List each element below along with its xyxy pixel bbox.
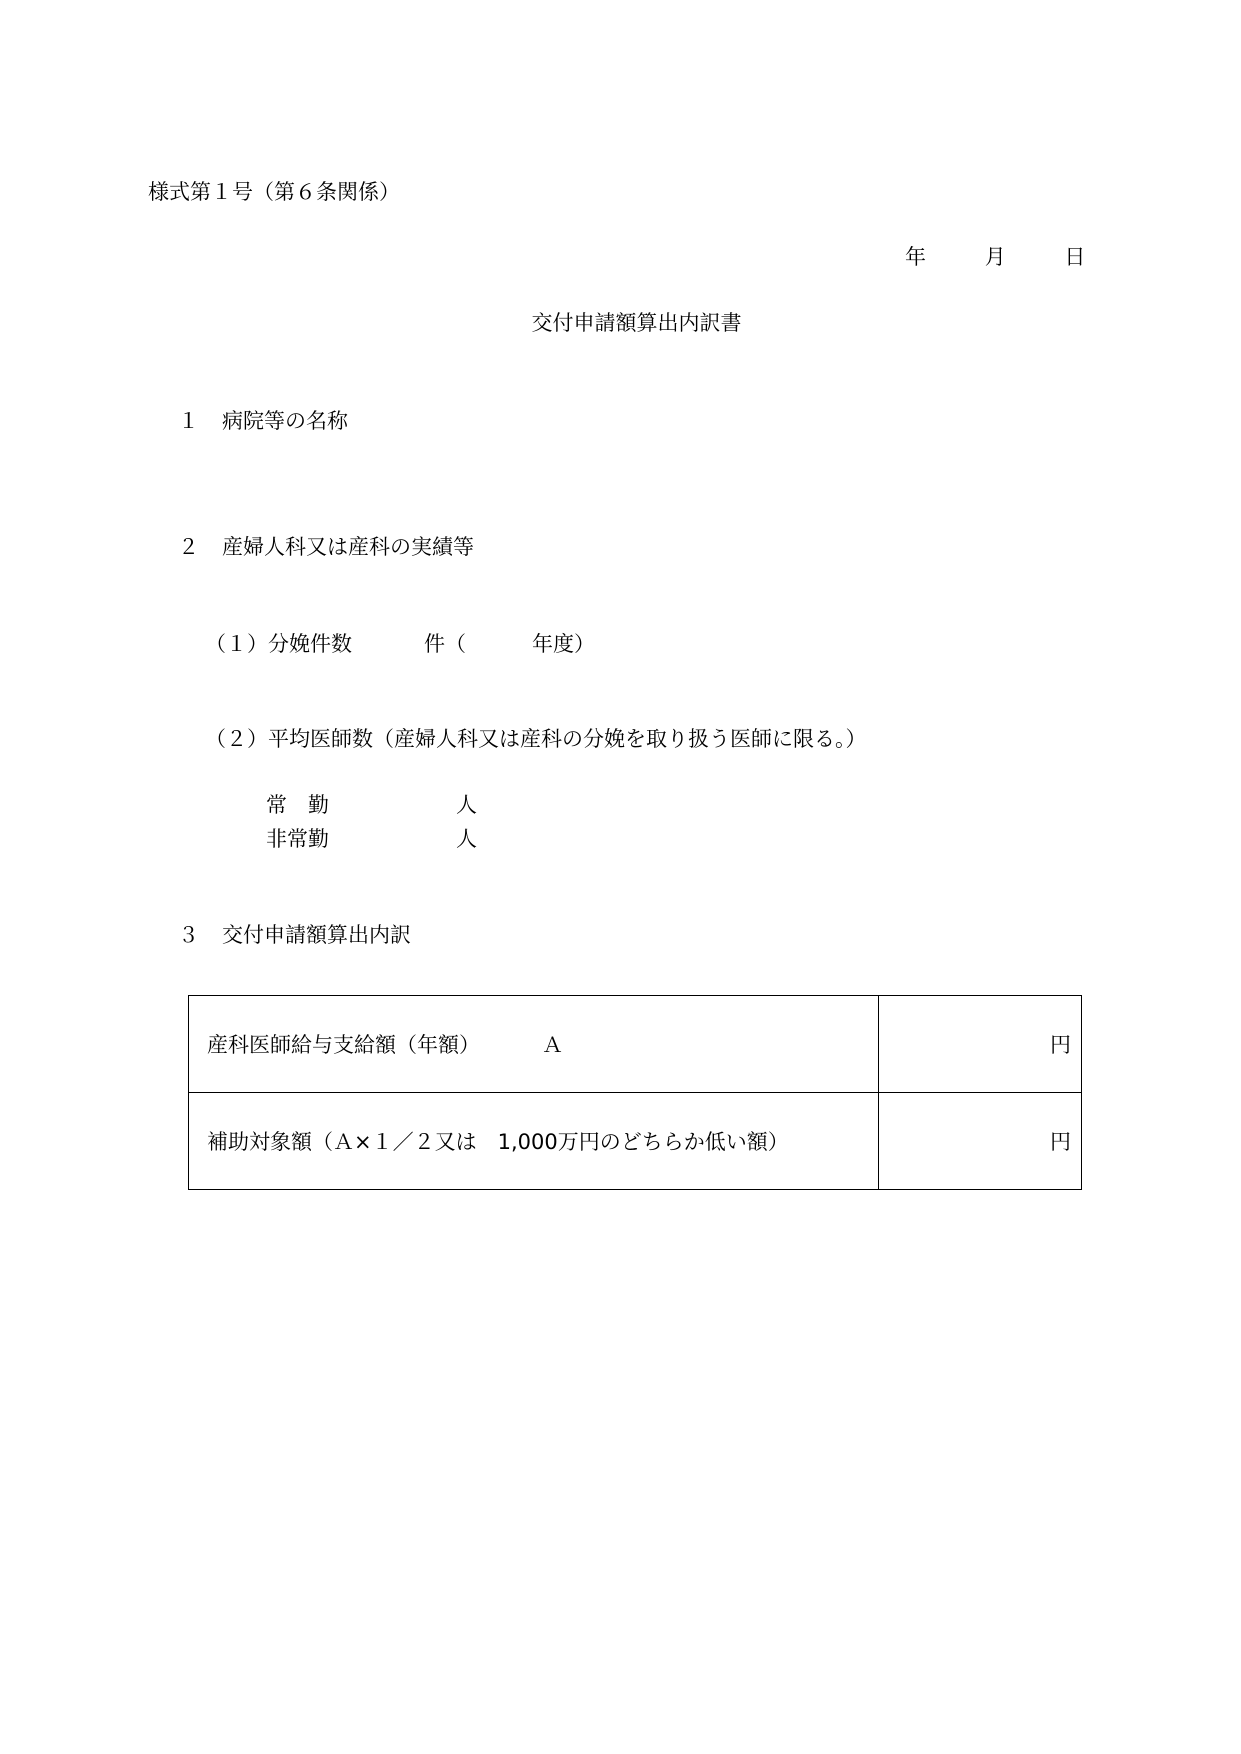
date-day-unit: 日 bbox=[1064, 245, 1086, 269]
salary-amount-label: 産科医師給与支給額（年額） bbox=[207, 1033, 480, 1057]
subsidy-amount-label: 補助対象額（Ａ×１／２又は 1,000万円のどちらか低い額） bbox=[207, 1130, 789, 1154]
section-1-label: 病院等の名称 bbox=[222, 409, 348, 433]
section-2-number: ２ bbox=[178, 535, 199, 559]
yen-unit: 円 bbox=[1050, 1033, 1071, 1057]
section-1-number: １ bbox=[178, 409, 199, 433]
calculation-table bbox=[188, 995, 1082, 1190]
fulltime-doctors-line bbox=[266, 795, 477, 816]
salary-amount-value-cell bbox=[879, 996, 1082, 1093]
date-line bbox=[905, 247, 1085, 268]
parttime-doctors-line bbox=[266, 829, 477, 850]
section-2-heading bbox=[178, 537, 474, 558]
salary-amount-label-cell bbox=[189, 996, 879, 1093]
form-number: 様式第１号（第６条関係） bbox=[148, 180, 400, 204]
section-3-number: ３ bbox=[178, 923, 199, 947]
subsidy-amount-value-cell bbox=[879, 1093, 1082, 1190]
fulltime-label: 常 勤 bbox=[266, 793, 329, 817]
section-2-label: 産婦人科又は産科の実績等 bbox=[222, 535, 474, 559]
parttime-label: 非常勤 bbox=[266, 827, 329, 851]
marker-a: Ａ bbox=[542, 1033, 563, 1057]
delivery-count-line bbox=[205, 634, 595, 655]
document-title: 交付申請額算出内訳書 bbox=[531, 311, 742, 335]
table-row bbox=[189, 1093, 1082, 1190]
fiscal-year-unit: 年度） bbox=[532, 632, 595, 656]
average-doctors-label: （２）平均医師数（産婦人科又は産科の分娩を取り扱う医師に限る。） bbox=[205, 727, 867, 751]
delivery-count-label: （１）分娩件数 bbox=[205, 632, 352, 656]
section-1-heading bbox=[178, 411, 348, 432]
parttime-person-unit: 人 bbox=[456, 827, 477, 851]
fulltime-person-unit: 人 bbox=[456, 793, 477, 817]
table-row bbox=[189, 996, 1082, 1093]
section-3-heading bbox=[178, 925, 411, 946]
date-year-unit: 年 bbox=[905, 245, 926, 269]
date-month-unit: 月 bbox=[984, 245, 1006, 269]
subsidy-amount-label-cell bbox=[189, 1093, 879, 1190]
delivery-count-unit: 件（ bbox=[424, 632, 466, 656]
section-3-label: 交付申請額算出内訳 bbox=[222, 923, 411, 947]
yen-unit: 円 bbox=[1050, 1130, 1071, 1154]
